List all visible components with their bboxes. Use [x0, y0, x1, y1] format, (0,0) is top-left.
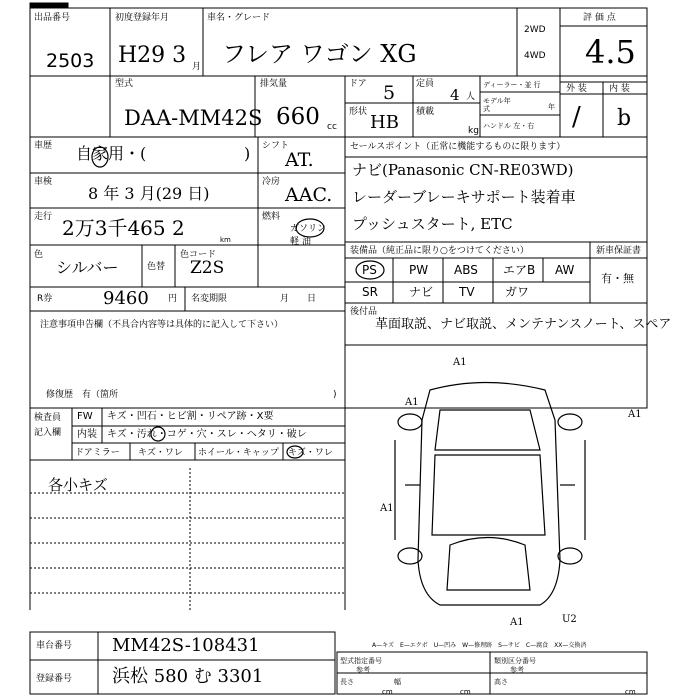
sales-point-line-2: レーダーブレーキサポート装着車 [352, 188, 576, 206]
drive-4wd: 4WD [524, 51, 546, 61]
mileage-label: 走行 [34, 212, 53, 222]
color-code-label: 色コード [180, 250, 217, 260]
first-reg-month-unit: 月 [192, 62, 202, 72]
dealer-label: ディーラー・並 行 [483, 81, 541, 89]
plate-label: 登録番号 [36, 674, 73, 684]
doors-value: 5 [383, 82, 396, 104]
shift-value: AT. [285, 149, 314, 171]
body-value: HB [370, 112, 399, 133]
fuel-diesel: 軽 油 [290, 237, 311, 247]
plate-value: 浜松 580 む 3301 [112, 666, 264, 687]
handle-label: ハンドル 左・右 [483, 122, 535, 130]
aftermarket-label: 後付品 [350, 307, 378, 317]
mirror-label: ドアミラー [75, 448, 120, 458]
history-value: 自家用・( [76, 144, 147, 163]
repair-close: ) [333, 390, 337, 400]
cm-2: cm [460, 688, 471, 696]
capacity-value: 4 [450, 86, 460, 104]
listing-no-value: 2503 [46, 50, 95, 72]
sales-points-label: セールスポイント（正常に機能するものに限ります） [350, 142, 566, 152]
aftermarket-value: 革面取説、ナビ取説、メンテナンスノート、スペア [375, 317, 672, 332]
equip-tv: TV [459, 285, 475, 299]
equip-abs: ABS [454, 263, 478, 277]
chassis-label: 車台番号 [36, 641, 73, 651]
new-warranty-value: 有・無 [601, 272, 634, 285]
score-value: 4.5 [585, 33, 636, 71]
inspection-label: 車検 [34, 177, 53, 187]
fw-items: キズ・凹石・ヒビ割・リペア跡・X要 [107, 411, 274, 422]
sales-point-line-3: プッシュスタート, ETC [352, 215, 513, 233]
model-year-unit: 年 [548, 103, 555, 111]
model-label: 型式 [115, 79, 134, 89]
model-year-label: モデル年式 [483, 97, 511, 113]
class-label: 類別区分番号 [494, 657, 536, 665]
listing-no-label: 出品番号 [34, 13, 71, 23]
first-reg-label: 初度登録年月 [115, 13, 170, 23]
displacement-unit: cc [327, 122, 337, 132]
damage-mark-a1-left-side: A1 [380, 503, 394, 514]
body-label: 形状 [349, 107, 368, 117]
wheel-items: キズ・ワレ [288, 448, 333, 458]
equip-gawa: ガワ [505, 285, 530, 299]
load-label: 積載 [416, 107, 435, 117]
shift-label: シフト [262, 141, 290, 151]
fuel-label: 燃料 [262, 212, 281, 222]
chassis-value: MM42S-108431 [112, 635, 260, 656]
color-change-label: 色替 [147, 262, 166, 272]
damage-mark-a1-left-front: A1 [405, 397, 419, 408]
recycle-value: 9460 [103, 288, 149, 309]
registration-expiry-label: 名変期限 [191, 294, 228, 304]
damage-mark-a1-right-front: A1 [628, 409, 642, 420]
damage-mark-u2-rear: U2 [562, 614, 577, 625]
inspector-label-2: 記入欄 [34, 428, 62, 438]
damage-mark-a1-rear: A1 [510, 617, 524, 628]
history-label: 車歴 [34, 141, 53, 151]
car-diagram [395, 383, 585, 606]
mileage-unit: km [220, 236, 231, 244]
equip-pw: PW [409, 263, 429, 277]
interior-value: b [617, 106, 632, 131]
ac-value: AAC. [285, 184, 333, 206]
exterior-value: / [572, 102, 581, 132]
interior-label: 内 装 [609, 84, 630, 94]
wheel-label: ホイール・キャップ [198, 448, 279, 458]
color-label: 色 [34, 250, 44, 260]
history-close: ) [244, 144, 251, 163]
notes-label: 注意事項申告欄（不具合内容等は具体的に記入して下さい） [40, 320, 284, 330]
mirror-items: キズ・ワレ [138, 448, 183, 458]
handwritten-note: 各小キズ [48, 476, 108, 494]
cm-1: cm [382, 688, 393, 696]
ref-label-1: 参考 [356, 666, 370, 674]
displacement-value: 660 [276, 104, 320, 130]
equip-sr: SR [362, 285, 378, 299]
fuel-value: ガソリン [290, 224, 327, 234]
new-warranty-label: 新車保証書 [596, 246, 642, 256]
repair-label: 修復歴 有（箇所 [46, 390, 119, 400]
capacity-label: 定員 [416, 79, 435, 89]
equip-ps: PS [362, 263, 377, 277]
ac-label: 冷房 [262, 177, 281, 187]
length-label: 長さ [340, 678, 354, 686]
damage-legend: A—キズ E—エクボ U—凹み W—修理跡 S—サビ C—腐食 XX—交換済 [372, 642, 587, 649]
registration-expiry-unit: 月 日 [280, 294, 317, 304]
color-code-value: Z2S [190, 258, 225, 278]
height-label: 高さ [494, 678, 508, 686]
doors-label: ドア [349, 79, 367, 89]
equip-navi: ナビ [409, 285, 434, 299]
fw-label: FW [77, 411, 93, 422]
width-label: 幅 [394, 678, 401, 686]
score-label: 評 価 点 [583, 13, 616, 23]
equipment-label: 装備品（純正品に限り○をつけてください） [350, 246, 529, 256]
damage-mark-a1-top: A1 [453, 357, 467, 368]
first-reg-value: H29 3 [118, 43, 187, 68]
capacity-unit: 人 [466, 92, 476, 102]
name-grade-value: フレア ワゴン XG [222, 40, 417, 68]
type-cert-label: 型式指定番号 [340, 657, 382, 665]
sales-point-line-1: ナビ(Panasonic CN-RE03WD) [352, 161, 574, 179]
inspector-label-1: 検査員 [34, 413, 62, 423]
exterior-label: 外 装 [566, 84, 587, 94]
cm-3: cm [625, 688, 636, 696]
color-value: シルバー [56, 258, 119, 277]
model-value: DAA-MM42S [124, 106, 263, 130]
recycle-label: R券 [37, 294, 53, 304]
drive-2wd: 2WD [524, 25, 546, 35]
name-grade-label: 車名・グレード [207, 13, 271, 23]
interior-check-label: 内装 [77, 429, 97, 440]
ref-label-2: 参考 [510, 666, 524, 674]
inspection-value: 8 年 3 月(29 日) [88, 184, 210, 203]
mileage-value: 2万3千465 2 [62, 216, 185, 240]
displacement-label: 排気量 [260, 79, 288, 89]
interior-check-items: キズ・汚れ・コゲ・穴・スレ・ヘタリ・破レ [107, 429, 307, 440]
load-unit: kg [468, 126, 479, 136]
equip-airbag: エアB [503, 263, 536, 277]
recycle-unit: 円 [168, 294, 178, 304]
equip-aw: AW [555, 263, 575, 277]
